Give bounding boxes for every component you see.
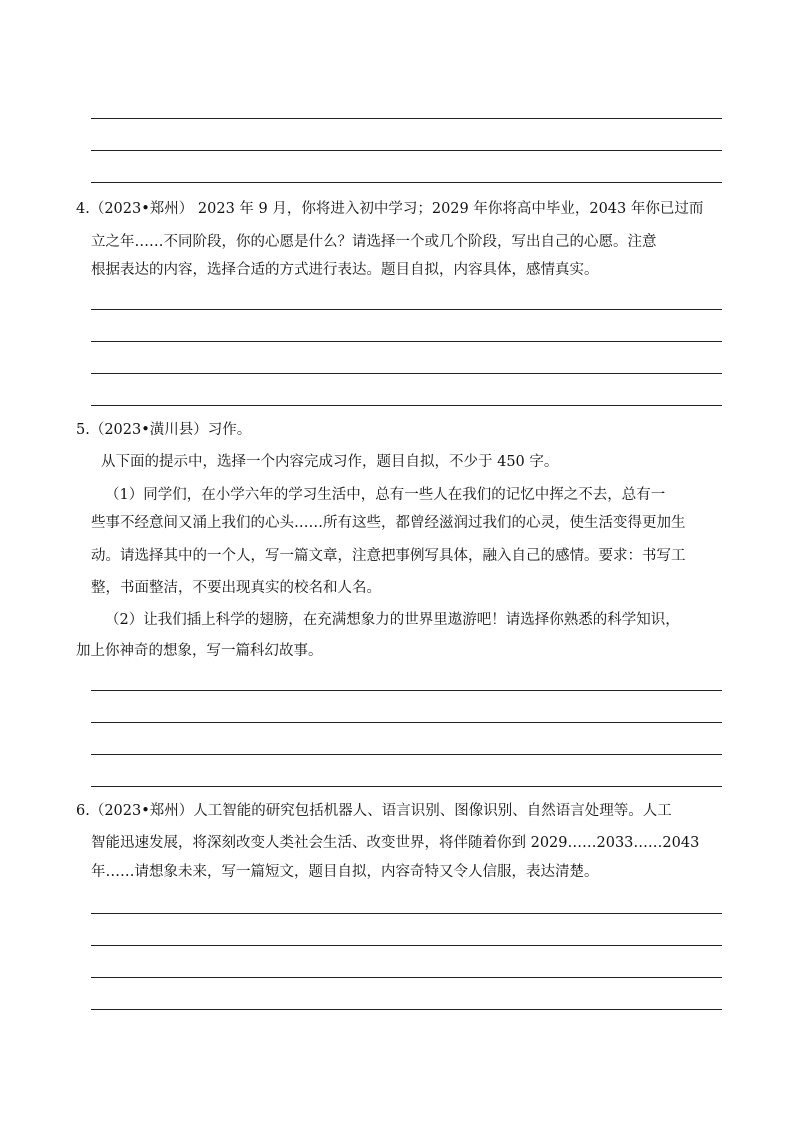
answer-line <box>91 722 722 723</box>
question-6-line-3: 年……请想象未来，写一篇短文，题目自拟，内容奇特又令人信服，表达清楚。 <box>91 864 599 880</box>
answer-line <box>91 373 722 374</box>
question-4-line-1: 4.（2023•郑州） 2023 年 9 月，你将进入初中学习；2029 年你将高中毕业，2043 年你已过而 <box>76 201 704 217</box>
question-4-line-3: 根据表达的内容，选择合适的方式进行表达。题目自拟，内容具体，感情真实。 <box>91 262 599 278</box>
answer-line <box>91 754 722 755</box>
question-5-line-4: 些事不经意间又涌上我们的心头……所有这些，都曾经滋润过我们的心灵，使生活变得更加生 <box>91 515 686 531</box>
question-6-line-2: 智能迅速发展，将深刻改变人类社会生活、改变世界，将伴随着你到 2029……2033……2043 <box>91 835 700 851</box>
question-5-line-7: （2）让我们插上科学的翅膀，在充满想象力的世界里遨游吧！请选择你熟悉的科学知识， <box>105 612 680 628</box>
answer-line <box>91 182 722 183</box>
answer-line <box>91 786 722 787</box>
question-5-line-5: 动。请选择其中的一个人，写一篇文章，注意把事例写具体，融入自己的感情。要求：书写工 <box>91 548 686 564</box>
answer-line <box>91 945 722 946</box>
answer-line <box>91 150 722 151</box>
question-6-line-1: 6.（2023•郑州）人工智能的研究包括机器人、语言识别、图像识别、自然语言处理等。人工 <box>76 803 672 819</box>
question-5-line-6: 整，书面整洁，不要出现真实的校名和人名。 <box>91 580 381 596</box>
question-4-line-2: 立之年……不同阶段，你的心愿是什么？请选择一个或几个阶段，写出自己的心愿。注意 <box>91 234 657 250</box>
answer-line <box>91 118 722 119</box>
answer-line <box>91 690 722 691</box>
answer-line <box>91 1009 722 1010</box>
question-5-line-1: 5.（2023•潢川县）习作。 <box>76 422 252 438</box>
answer-line <box>91 309 722 310</box>
answer-line <box>91 913 722 914</box>
question-5-line-2: 从下面的提示中，选择一个内容完成习作，题目自拟，不少于 450 字。 <box>101 454 559 470</box>
answer-line <box>91 977 722 978</box>
question-5-line-8: 加上你神奇的想象，写一篇科幻故事。 <box>76 643 323 659</box>
answer-line <box>91 405 722 406</box>
question-5-line-3: （1）同学们，在小学六年的学习生活中，总有一些人在我们的记忆中挥之不去，总有一 <box>105 487 666 503</box>
answer-line <box>91 341 722 342</box>
